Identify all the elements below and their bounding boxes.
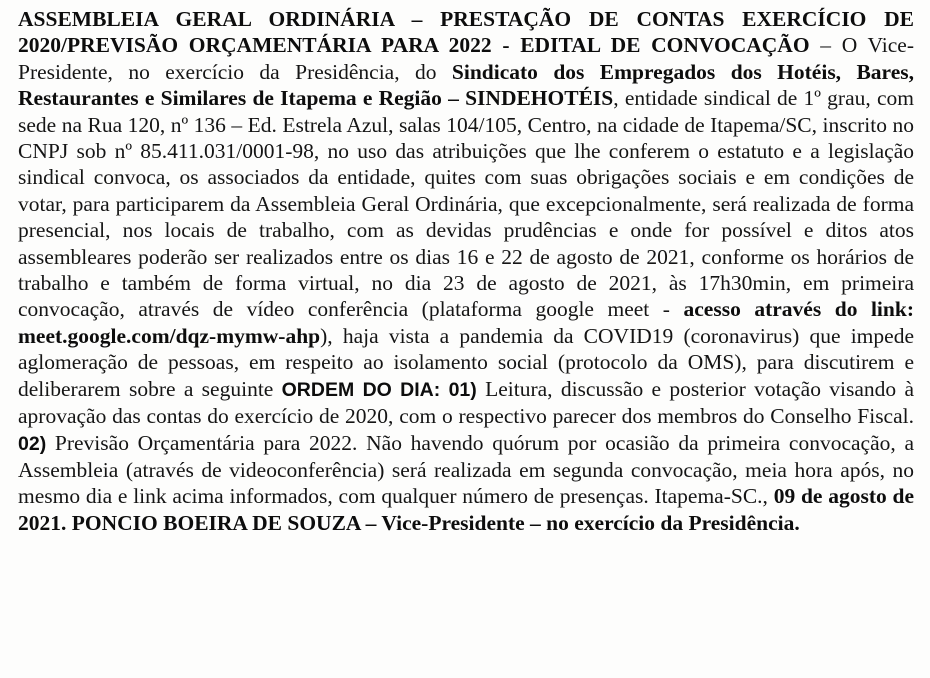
notice-body-3: Leitura, discussão e posterior votação visando à aprovação das contas do exercício de 2020, com o respectivo parecer dos membros do Conselho Fiscal. [18,376,915,429]
union-name: Sindicato dos Empregados dos Hotéis, Bares, Restaurantes e Similares de Itapema e Região – SINDEHOTÉIS [18,59,914,111]
signature: PONCIO BOEIRA DE SOUZA – Vice-Presidente – no exercício da Presidência. [71,510,800,535]
notice-body-4: Previsão Orçamentária para 2022. Não havendo quórum por ocasião da primeira convocação, a Assembleia (através de videoconferência) será realizada em segunda convocação, meia hora após, no mesmo dia e link acima informados, com qualquer número de presenças. Itapema-SC., [18,430,914,509]
agenda-item-2: 02) [18,432,47,455]
notice-body-1: , entidade sindical de 1º grau, com sede na Rua 120, nº 136 – Ed. Estrela Azul, salas 104/105, Centro, na cidade de Itapema/SC, inscrito no CNPJ sob nº 85.411.031/0001-98, no uso das atribuições que lhe conferem o estatuto e a legislação sindical convoca, os associados da entidade, quites com suas obrigações sociais e em condições de votar, para participarem da Assembleia Geral Ordinária, que excepcionalmente, será realizada de forma presencial, nos locais de trabalho, com as devidas prudências e onde for possível e ditos atos assembleares poderão ser realizados entre os dias 16 e 22 de agosto de 2021, conforme os horários de trabalho e também de forma virtual, no dia 23 de agosto de 2021, às 17h30min, em primeira convocação, através de vídeo conferência (plataforma google meet - [18,86,914,322]
access-link: acesso através do link: meet.google.com/dqz-mymw-ahp [18,297,914,348]
agenda-label: ORDEM DO DIA: 01) [281,378,477,401]
notice-title: ASSEMBLEIA GERAL ORDINÁRIA – PRESTAÇÃO DE CONTAS EXERCÍCIO DE 2020/PREVISÃO ORÇAMENTÁRIA PARA 2022 - EDITAL DE CONVOCAÇÃO [18,7,914,58]
convocation-notice [18,6,914,536]
notice-body-2: ), haja vista a pandemia da COVID19 (coronavirus) que impede aglomeração de pessoas, em respeito ao isolamento social (protocolo da OMS), para discutirem e deliberarem sobre a seguinte [18,323,914,401]
notice-intro: – O Vice-Presidente, no exercício da Presidência, do [18,33,914,84]
notice-date: 09 de agosto de 2021. [18,484,914,535]
